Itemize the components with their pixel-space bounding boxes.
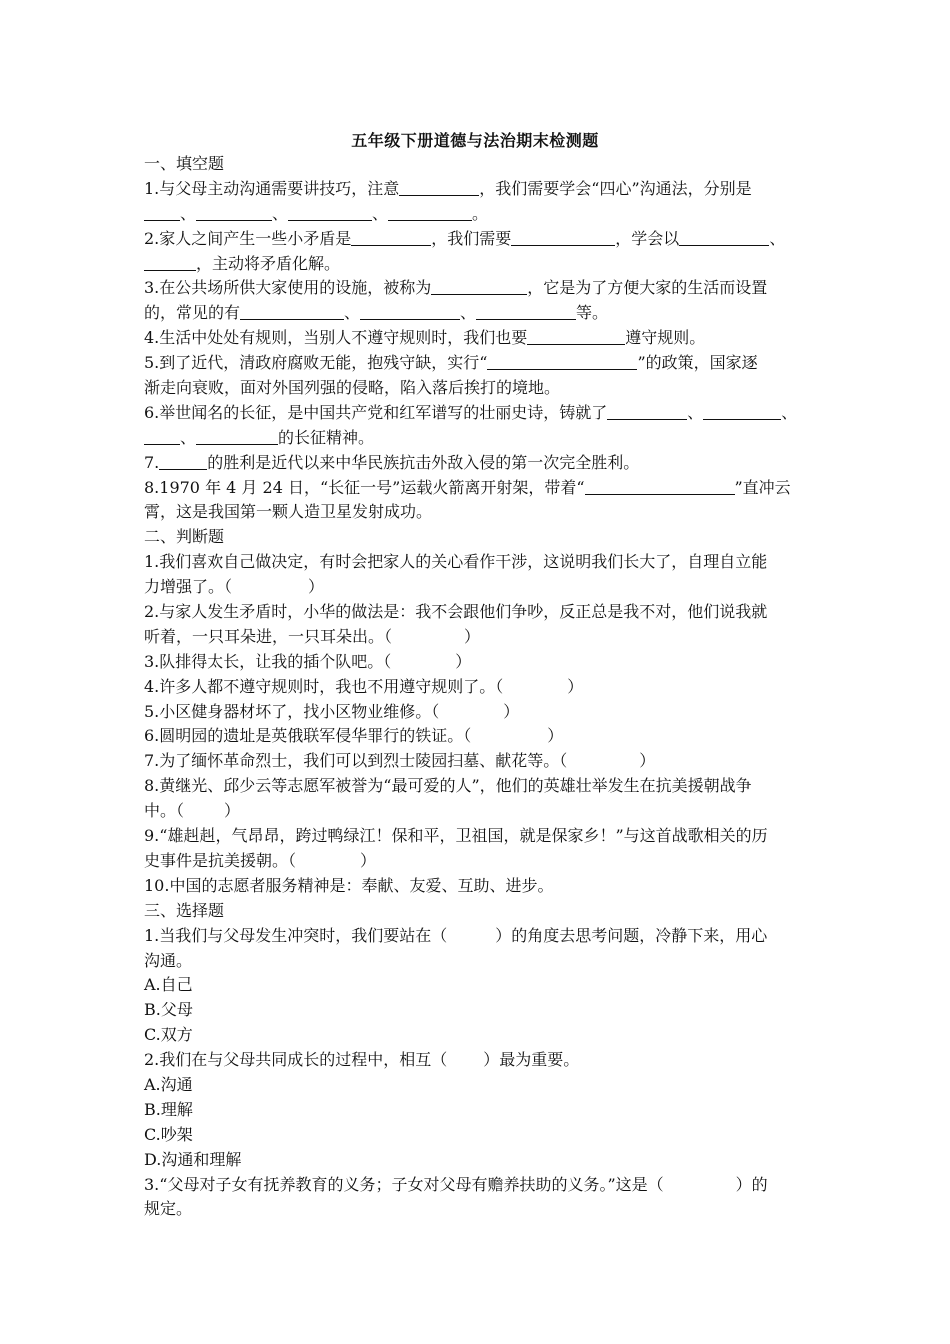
page-title: 五年级下册道德与法治期末检测题: [351, 131, 599, 150]
judge-q2-line2: 听着，一只耳朵进，一只耳朵出。（ ）: [144, 626, 481, 646]
fill-q2-line1: 2.家人之间产生一些小矛盾是 ，我们需要 ，学会以 、: [144, 228, 786, 248]
blank[interactable]: [431, 278, 527, 295]
blank[interactable]: [159, 453, 207, 470]
fill-q1-line2: 、 、 、 。: [144, 202, 808, 227]
blank[interactable]: [144, 428, 180, 445]
fill-q8-line1: 8.1970 年 4 月 24 日，“长征一号”运载火箭离开射架，带着“ ”直冲云: [144, 477, 791, 497]
judge-q7: 7.为了缅怀革命烈士，我们可以到烈士陵园扫墓、献花等。（ ）: [144, 751, 656, 771]
choice-q3-line2: 规定。: [144, 1199, 193, 1219]
judge-q9-line1: 9.“雄赳赳，气昂昂，跨过鸭绿江！保和平，卫祖国，就是保家乡！”与这首战歌相关的历: [144, 826, 768, 846]
fill-q1-line1: 1.与父母主动沟通需要讲技巧，注意 ，我们需要学会“四心”沟通法，分别是: [144, 178, 752, 198]
choice-q1-line2: 沟通。: [144, 950, 193, 970]
blank[interactable]: [703, 403, 781, 420]
option: B.理解: [144, 1099, 193, 1119]
blank[interactable]: [527, 328, 625, 345]
fill-q3-line2: 的，常见的有 、 、 等。: [144, 303, 609, 323]
judge-q10: 10.中国的志愿者服务精神是：奉献、友爱、互助、进步。: [144, 875, 554, 895]
blank[interactable]: [511, 229, 615, 246]
blank[interactable]: [144, 254, 196, 271]
blank[interactable]: [399, 179, 479, 196]
option: A.自己: [144, 975, 193, 995]
fill-q5-line1: 5.到了近代，清政府腐败无能，抱残守缺，实行“ ”的政策，国家逐: [144, 353, 758, 373]
blank[interactable]: [196, 204, 272, 221]
fill-q2-line2: ，主动将矛盾化解。: [144, 252, 808, 277]
fill-q8-line2: 霄，这是我国第一颗人造卫星发射成功。: [144, 502, 433, 522]
blank[interactable]: [288, 204, 372, 221]
choice-q1-line1: 1.当我们与父母发生冲突时，我们要站在（ ）的角度去思考问题，冷静下来，用心: [144, 925, 768, 945]
judge-q3: 3.队排得太长，让我的插个队吧。（ ）: [144, 651, 472, 671]
judge-q4: 4.许多人都不遵守规则时，我也不用遵守规则了。（ ）: [144, 676, 584, 696]
fill-q6-line1: 6.举世闻名的长征，是中国共产党和红军谱写的壮丽史诗，铸就了 、 、: [144, 402, 798, 422]
blank[interactable]: [360, 303, 460, 320]
blank[interactable]: [679, 229, 769, 246]
blank[interactable]: [585, 478, 735, 495]
judge-q5: 5.小区健身器材坏了，找小区物业维修。（ ）: [144, 701, 520, 721]
blank[interactable]: [607, 403, 687, 420]
option: A.沟通: [144, 1074, 193, 1094]
judge-q6: 6.圆明园的遗址是英俄联军侵华罪行的铁证。（ ）: [144, 726, 564, 746]
fill-q5-line2: 渐走向衰败，面对外国列强的侵略，陷入落后挨打的境地。: [144, 378, 561, 398]
exam-content: [144, 152, 808, 1222]
blank[interactable]: [351, 229, 431, 246]
fill-q3-line1: 3.在公共场所供大家使用的设施，被称为 ，它是为了方便大家的生活而设置: [144, 278, 768, 298]
option: C.双方: [144, 1025, 193, 1045]
option: D.沟通和理解: [144, 1149, 242, 1169]
judge-q9-line2: 史事件是抗美援朝。（ ）: [144, 850, 377, 870]
option: C.吵架: [144, 1124, 193, 1144]
judge-q8-line1: 8.黄继光、邱少云等志愿军被誉为“最可爱的人”，他们的英雄壮举发生在抗美援朝战争: [144, 776, 752, 796]
blank[interactable]: [196, 428, 278, 445]
section-heading-judge: 二、判断题: [144, 527, 225, 547]
judge-q1-line1: 1.我们喜欢自己做决定，有时会把家人的关心看作干涉，这说明我们长大了，自理自立能: [144, 552, 768, 572]
option: B.父母: [144, 1000, 193, 1020]
blank[interactable]: [144, 204, 180, 221]
blank[interactable]: [476, 303, 576, 320]
choice-q3-line1: 3.“父母对子女有抚养教育的义务；子女对父母有赡养扶助的义务。”这是（ ）的: [144, 1174, 768, 1194]
section-heading-fill: 一、填空题: [144, 154, 225, 173]
blank[interactable]: [240, 303, 344, 320]
fill-q4: 4.生活中处处有规则，当别人不遵守规则时，我们也要 遵守规则。: [144, 328, 706, 348]
blank[interactable]: [388, 204, 472, 221]
choice-q2: 2.我们在与父母共同成长的过程中，相互（ ）最为重要。: [144, 1050, 580, 1070]
judge-q8-line2: 中。（ ）: [144, 801, 241, 821]
judge-q2-line1: 2.与家人发生矛盾时，小华的做法是：我不会跟他们争吵，反正总是我不对，他们说我就: [144, 602, 768, 622]
section-heading-choice: 三、选择题: [144, 900, 225, 920]
fill-q6-line2: 、 的长征精神。: [144, 426, 808, 451]
fill-q7: 7. 的胜利是近代以来中华民族抗击外敌入侵的第一次完全胜利。: [144, 452, 640, 472]
judge-q1-line2: 力增强了。（ ）: [144, 577, 325, 597]
blank[interactable]: [487, 353, 637, 370]
